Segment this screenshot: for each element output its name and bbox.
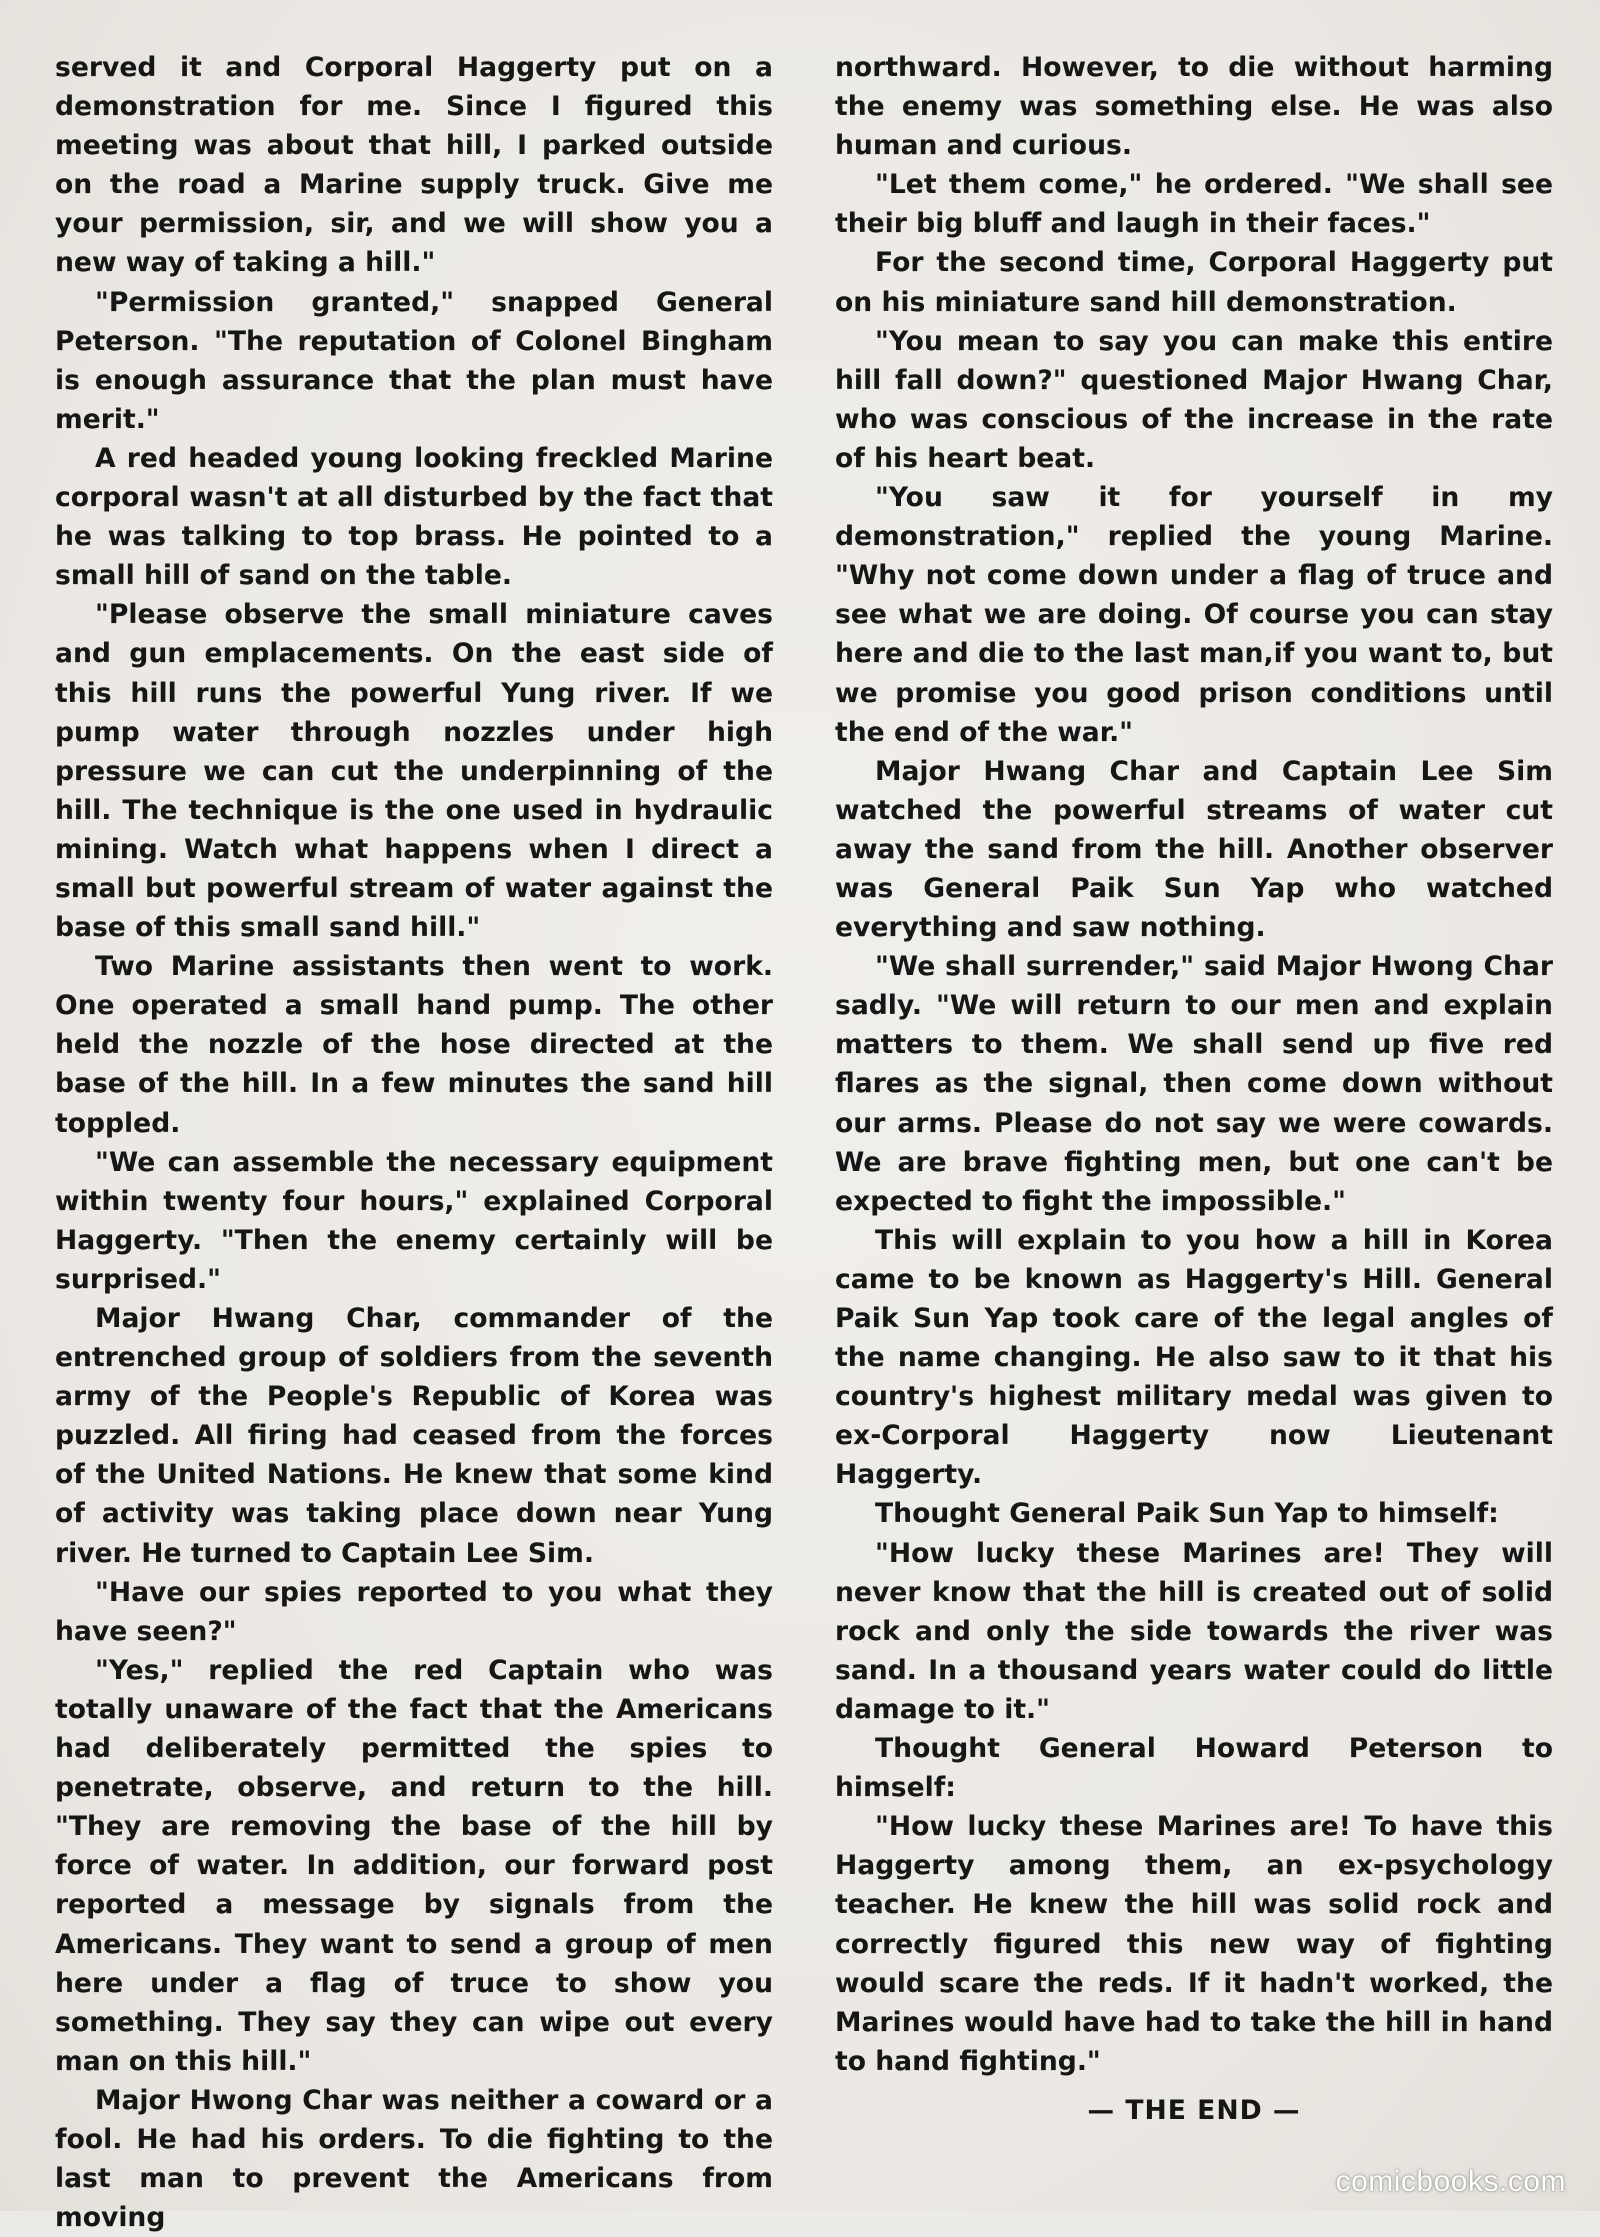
paragraph: "Yes," replied the red Captain who was totally unaware of the fact that the Americans had deliberately permitted the spies to penetrate, observe, and return to the hill. "They are removing the base of the hill by force of water. In addition, our forward post reported a message by signals from the Americans. They want to send a group of men here under a flag of truce to show you something. They say they can wipe out every man on this hill." [55,1654,773,2077]
paragraph: "We shall surrender," said Major Hwong Char sadly. "We will return to our men and explain matters to them. We shall send up five red flares as the signal, then come down without our arms. Please do not say we were cowards. We are brave fighting men, but one can't be expected to fight the impossible." [835,951,1553,1217]
right-text-column [835,48,1553,2130]
paragraph: "You saw it for yourself in my demonstration," replied the young Marine. "Why not come down under a flag of truce and see what we are doing. Of course you can stay here and die to the last man,if you want to, but we promise you good prison conditions until the end of the war." [835,482,1553,748]
the-end-mark: — THE END — [1087,2094,1301,2126]
paragraph: "You mean to say you can make this entire hill fall down?" questioned Major Hwang Char, who was conscious of the increase in the rate of his heart beat. [835,325,1553,474]
left-text-column [55,48,773,2237]
paragraph: Major Hwang Char and Captain Lee Sim watched the powerful streams of water cut away the sand from the hill. Another observer was General Paik Sun Yap who watched everything and saw nothing. [835,755,1553,944]
paragraph: Major Hwong Char was neither a coward or a fool. He had his orders. To die fighting to the last man to prevent the Americans from moving [55,2084,773,2234]
paragraph: "Let them come," he ordered. "We shall see their big bluff and laugh in their faces." [835,169,1553,240]
paragraph: served it and Corporal Haggerty put on a demonstration for me. Since I figured this meeting was about that hill, I parked outside on the road a Marine supply truck. Give me your permission, sir, and we will show you a new way of taking a hill." [55,52,773,279]
paragraph: northward. However, to die without harming the enemy was something else. He was also human and curious. [835,52,1553,162]
paragraph: Thought General Paik Sun Yap to himself: [875,1498,1499,1530]
paragraph: "How lucky these Marines are! They will never know that the hill is created out of solid rock and only the side towards the river was sand. In a thousand years water could do little damage to it." [835,1537,1553,1725]
paragraph: Thought General Howard Peterson to himself: [835,1733,1553,1804]
paragraph: This will explain to you how a hill in Korea came to be known as Haggerty's Hill. General Paik Sun Yap took care of the legal angles of the name changing. He also saw to it that his country's highest military medal was given to ex-Corporal Haggerty now Lieutenant Haggerty. [835,1224,1553,1491]
paragraph: "Permission granted," snapped General Peterson. "The reputation of Colonel Bingham is enough assurance that the plan must have merit." [55,286,773,435]
paragraph: A red headed young looking freckled Marine corporal wasn't at all disturbed by the fact that he was talking to top brass. He pointed to a small hill of sand on the table. [55,442,773,592]
paragraph: "Please observe the small miniature caves and gun emplacements. On the east side of this hill runs the powerful Yung river. If we pump water through nozzles under high pressure we can cut the underpinning of the hill. The technique is the one used in hydraulic mining. Watch what happens when I direct a small but powerful stream of water against the base of this small sand hill." [55,599,773,944]
paragraph: "How lucky these Marines are! To have this Haggerty among them, an ex-psychology teacher. He knew the hill was solid rock and correctly figured this new way of fighting would scare the reds. If it hadn't worked, the Marines would have had to take the hill in hand to hand fighting." [835,1811,1553,2077]
paragraph: Two Marine assistants then went to work. One operated a small hand pump. The other held the nozzle of the hose directed at the base of the hill. In a few minutes the sand hill toppled. [55,951,773,1139]
paragraph: "We can assemble the necessary equipment within twenty four hours," explained Corporal Haggerty. "Then the enemy certainly will be surprised." [55,1146,773,1295]
paragraph: Major Hwang Char, commander of the entrenched group of soldiers from the seventh army of the People's Republic of Korea was puzzled. All firing had ceased from the forces of the United Nations. He knew that some kind of activity was taking place down near Yung river. He turned to Captain Lee Sim. [55,1303,773,1569]
paragraph: "Have our spies reported to you what they have seen?" [55,1576,773,1647]
paragraph: For the second time, Corporal Haggerty put on his miniature sand hill demonstration. [835,247,1553,318]
watermark: comicbooks.com [1335,2165,1566,2198]
